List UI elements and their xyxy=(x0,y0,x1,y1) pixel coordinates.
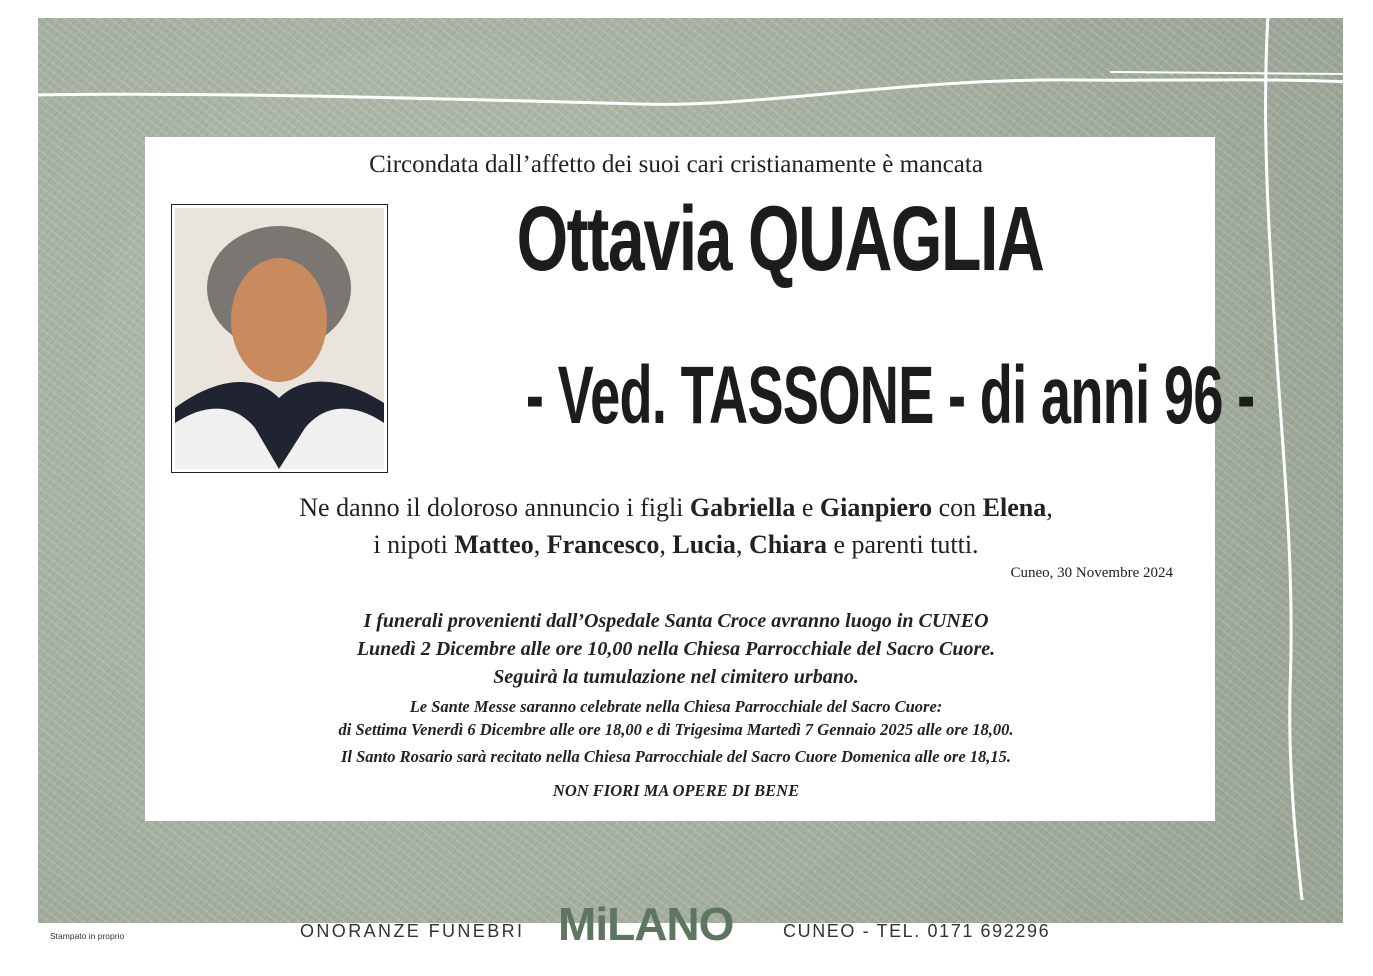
funeral-line: Lunedì 2 Dicembre alle ore 10,00 nella Chiesa Parrocchiale del Sacro Cuore. xyxy=(356,638,996,660)
family-name: Gianpiero xyxy=(819,493,933,522)
family-text: , xyxy=(533,530,547,559)
portrait-image xyxy=(175,208,384,469)
family-name: Francesco xyxy=(546,530,660,559)
portrait-photo xyxy=(171,204,388,473)
family-name: Gabriella xyxy=(689,493,796,522)
family-text: , xyxy=(1046,493,1053,522)
notice-panel xyxy=(145,137,1255,821)
family-name: Chiara xyxy=(748,530,827,559)
masses-details xyxy=(145,695,1207,741)
family-name: Lucia xyxy=(672,530,736,559)
masses-line: di Settima Venerdì 6 Dicembre alle ore 18,00 e di Trigesima Martedì 7 Gennaio 2025 alle ore 18,00. xyxy=(338,720,1014,739)
family-announcement xyxy=(145,489,1207,563)
intro-text: Circondata dall’affetto dei suoi cari cristianamente è mancata xyxy=(369,151,983,178)
printed-note: Stampato in proprio xyxy=(50,931,125,941)
rosary-details: Il Santo Rosario sarà recitato nella Chiesa Parrocchiale del Sacro Cuore Domenica alle ore 18,15. xyxy=(340,747,1012,766)
deceased-subtitle: - Ved. TASSONE - di anni 96 - xyxy=(525,350,1255,441)
deceased-name: Ottavia QUAGLIA xyxy=(516,188,1044,290)
family-text: e parenti tutti. xyxy=(826,530,979,559)
funeral-line: I funerali provenienti dall’Ospedale Santa Croce avranno luogo in CUNEO xyxy=(363,610,989,632)
family-name: Elena xyxy=(982,493,1047,522)
dateline: Cuneo, 30 Novembre 2024 xyxy=(1010,565,1173,581)
funeral-line: Seguirà la tumulazione nel cimitero urbano. xyxy=(493,666,859,688)
brand-logo: MiLANO xyxy=(558,898,734,950)
family-text: , xyxy=(735,530,749,559)
masses-line: Le Sante Messe saranno celebrate nella Chiesa Parrocchiale del Sacro Cuore: xyxy=(409,697,943,716)
family-text: con xyxy=(932,493,983,522)
family-line-1 xyxy=(145,489,1207,526)
no-flowers-note: NON FIORI MA OPERE DI BENE xyxy=(552,781,800,800)
family-name: Matteo xyxy=(454,530,534,559)
family-line-2 xyxy=(145,526,1207,563)
contact-info: CUNEO - TEL. 0171 692296 xyxy=(783,921,1051,941)
funeral-details xyxy=(145,607,1207,691)
family-text: e xyxy=(795,493,820,522)
family-text: Ne danno il doloroso annuncio i figli xyxy=(299,493,690,522)
family-text: , xyxy=(659,530,673,559)
family-text: i nipoti xyxy=(373,530,455,559)
funeral-home-label: ONORANZE FUNEBRI xyxy=(300,921,525,941)
